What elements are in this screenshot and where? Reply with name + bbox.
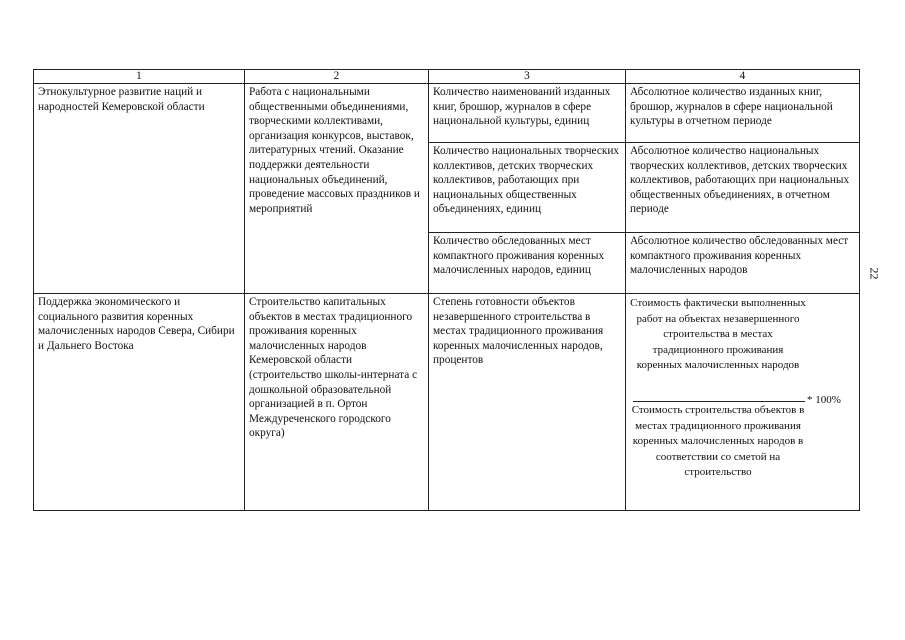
column-number-2: 2 <box>245 70 429 84</box>
formula-denominator: Стоимость строительства объектов в местах традиционного проживания коренных малочисленных народов в соответствии со сметой на строительство <box>631 404 805 479</box>
formula-multiplier: * 100% <box>807 394 841 406</box>
page-number: 22 <box>867 267 882 280</box>
column-number-4: 4 <box>626 70 860 84</box>
direction-cell: Этнокультурное развитие наций и народностей Кемеровской области <box>34 84 245 294</box>
column-number-1: 1 <box>34 70 245 84</box>
activity-cell: Работа с национальными общественными объединениями, творческими коллективами, организация конкурсов, выставок, литературных чтений. Оказание поддержки деятельности национальных объединений, проведение массовых праздников и мероприятий <box>245 84 429 294</box>
activity-cell: Строительство капитальных объектов в местах традиционного проживания коренных малочисленных народов Кемеровской области (строительство школы-интерната с дошкольной образовательной организацией в п. Ортон Междуреченского городского округа) <box>245 294 429 511</box>
indicator-cell: Количество наименований изданных книг, брошюр, журналов в сфере национальной культуры, единиц <box>429 84 626 143</box>
readiness-formula <box>630 295 856 509</box>
calculation-method-cell <box>626 294 860 511</box>
table-row <box>34 84 860 143</box>
calculation-method-cell: Абсолютное количество национальных творческих коллективов, детских творческих коллективов, работающих при национальных общественных объединениях, в отчетном периоде <box>626 143 860 233</box>
formula-numerator: Стоимость фактически выполненных работ на объектах незавершенного строительства в местах традиционного проживания коренных малочисленных народов <box>630 297 806 372</box>
table-header-row <box>34 70 860 84</box>
direction-cell: Поддержка экономического и социального развития коренных малочисленных народов Севера, Сибири и Дальнего Востока <box>34 294 245 511</box>
indicator-cell: Количество обследованных мест компактного проживания коренных малочисленных народов, единиц <box>429 233 626 294</box>
fraction-bar <box>633 401 805 402</box>
indicator-cell: Количество национальных творческих коллективов, детских творческих коллективов, работающих при национальных общественных объединениях, единиц <box>429 143 626 233</box>
calculation-method-cell: Абсолютное количество изданных книг, брошюр, журналов в сфере национальной культуры в отчетном периоде <box>626 84 860 143</box>
table-row <box>34 294 860 511</box>
calculation-method-cell: Абсолютное количество обследованных мест компактного проживания коренных малочисленных народов <box>626 233 860 294</box>
indicator-cell: Степень готовности объектов незавершенного строительства в местах традиционного проживания коренных малочисленных народов, процентов <box>429 294 626 511</box>
column-number-3: 3 <box>429 70 626 84</box>
indicators-table <box>33 69 860 511</box>
